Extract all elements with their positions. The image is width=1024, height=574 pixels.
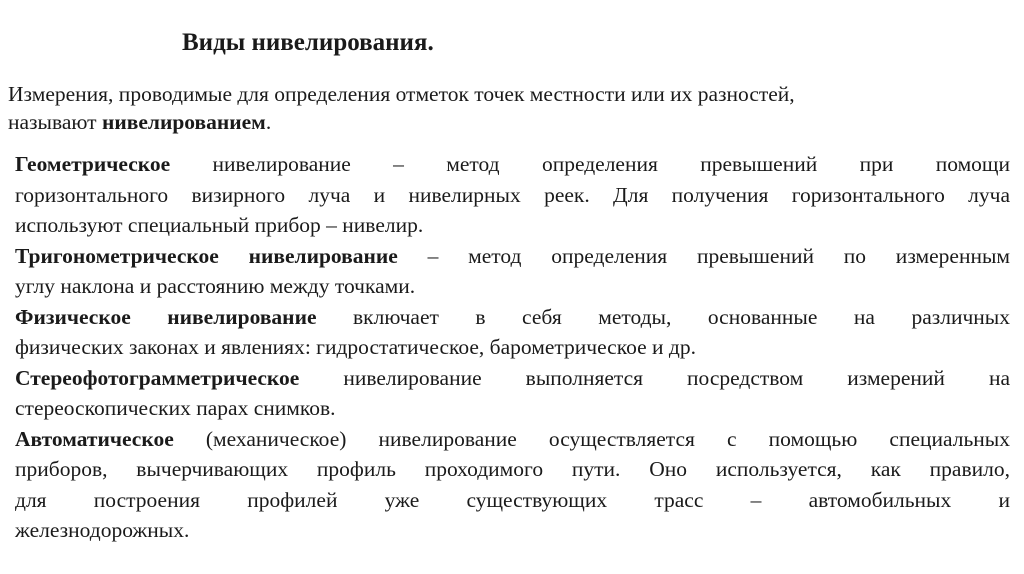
item-trigonometric bbox=[15, 241, 1010, 302]
item-geometric-line-3: используют специальный прибор – нивелир. bbox=[15, 213, 424, 237]
item-trigonometric-line-1 bbox=[15, 241, 1010, 272]
item-automatic bbox=[15, 424, 1010, 546]
intro-line-1: Измерения, проводимые для определения отметок точек местности или их разностей, bbox=[8, 82, 795, 106]
item-physical-text-1: включает в себя методы, основанные на различных bbox=[316, 304, 1010, 329]
item-geometric-line-2: горизонтального визирного луча и нивелирных реек. Для получения горизонтального луча bbox=[15, 182, 1010, 207]
intro-term: нивелированием bbox=[101, 110, 266, 134]
item-automatic-line-1 bbox=[15, 424, 1010, 455]
item-geometric-text-1: нивелирование – метод определения превышений при помощи bbox=[170, 152, 1010, 176]
item-automatic-term: Автоматическое bbox=[15, 426, 174, 451]
item-stereo bbox=[15, 363, 1010, 424]
item-trigonometric-term: Тригонометрическое нивелирование bbox=[15, 243, 398, 268]
item-physical bbox=[15, 302, 1010, 363]
item-automatic-text-1: (механическое) нивелирование осуществляется с помощью специальных bbox=[173, 426, 1010, 451]
intro-line-2 bbox=[8, 108, 1008, 136]
item-geometric bbox=[15, 149, 1010, 241]
item-automatic-line-2: приборов, вычерчивающих профиль проходимого пути. Оно используется, как правило, bbox=[15, 457, 1010, 481]
item-physical-line-1 bbox=[15, 302, 1010, 333]
item-physical-line-2: физических законах и явлениях: гидростатическое, барометрическое и др. bbox=[15, 335, 696, 359]
item-automatic-line-4: железнодорожных. bbox=[15, 518, 190, 542]
item-geometric-line-1 bbox=[15, 149, 1010, 180]
item-trigonometric-text-1: – метод определения превышений по измеренным bbox=[397, 243, 1011, 268]
item-geometric-term: Геометрическое bbox=[15, 152, 171, 176]
item-physical-term: Физическое нивелирование bbox=[15, 304, 317, 329]
item-automatic-line-3: для построения профилей уже существующих трасс – автомобильных и bbox=[15, 487, 1010, 512]
item-stereo-line-1 bbox=[15, 363, 1010, 394]
item-trigonometric-line-2: углу наклона и расстоянию между точками. bbox=[15, 274, 416, 298]
leveling-types-list bbox=[15, 149, 1010, 546]
item-stereo-term: Стереофотограмметрическое bbox=[15, 365, 300, 390]
intro-suffix: . bbox=[265, 110, 272, 134]
page-title: Виды нивелирования. bbox=[182, 29, 434, 56]
intro-prefix: называют bbox=[8, 110, 102, 134]
item-stereo-text-1: нивелирование выполняется посредством измерений на bbox=[299, 365, 1010, 390]
item-stereo-line-2: стереоскопических парах снимков. bbox=[15, 396, 336, 420]
intro-paragraph bbox=[8, 80, 1008, 136]
